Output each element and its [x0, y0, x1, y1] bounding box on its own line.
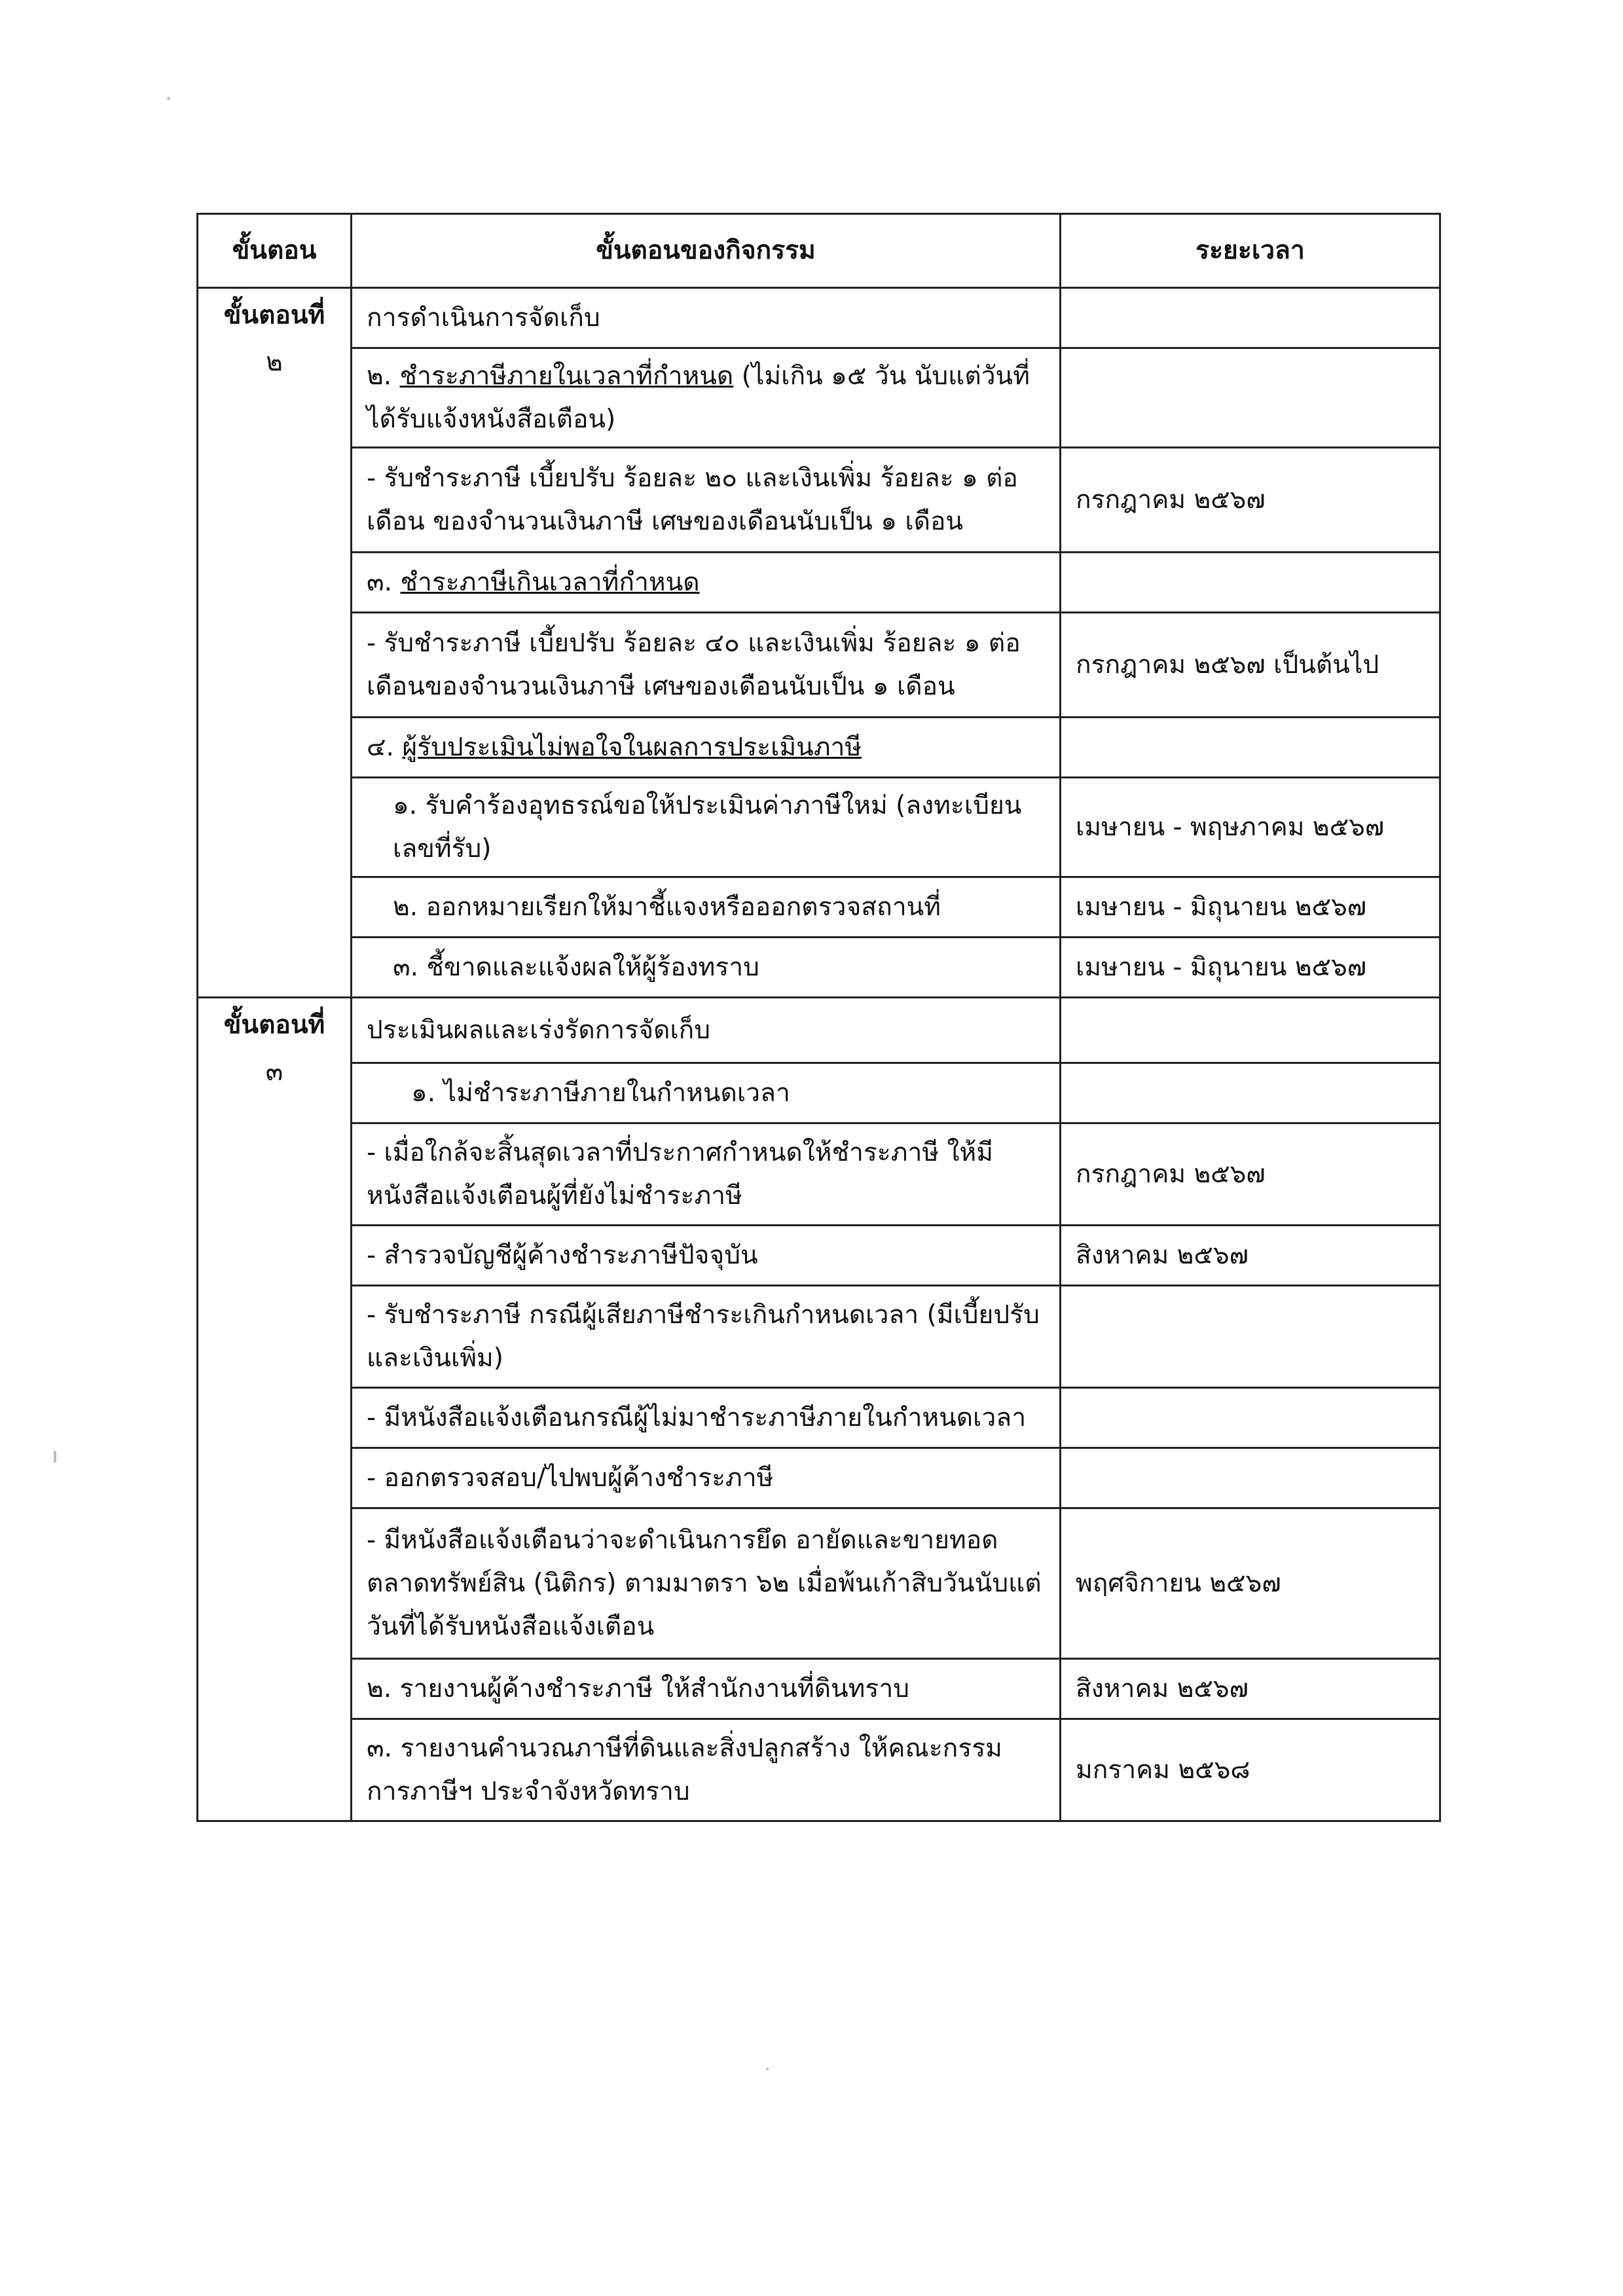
item-number: ๓. [367, 567, 401, 597]
activity-cell: ๒. รายงานผู้ค้างชำระภาษี ให้สำนักงานที่ดินทราบ [352, 1659, 1061, 1719]
activity-cell: - เมื่อใกล้จะสิ้นสุดเวลาที่ประกาศกำหนดให้ชำระภาษี ให้มีหนังสือแจ้งเตือนผู้ที่ยังไม่ชำระภาษี [352, 1123, 1061, 1226]
table-row [198, 1063, 1440, 1123]
item-number: ๔. [367, 732, 403, 762]
stage-2-cell [198, 288, 352, 998]
period-cell: เมษายน - พฤษภาคม ๒๕๖๗ [1061, 778, 1440, 877]
table-row [198, 1508, 1440, 1659]
table-header-row [198, 214, 1440, 288]
table-row [198, 1448, 1440, 1508]
item-heading: ชำระภาษีภายในเวลาที่กำหนด [399, 361, 734, 391]
item-text: (ไม่เกิน ๑๕ วัน นับแต่วันที่ได้รับแจ้งหนังสือเตือน) [367, 361, 1030, 434]
activity-cell: ๑. ไม่ชำระภาษีภายในกำหนดเวลา [352, 1063, 1061, 1123]
scan-speck [167, 97, 170, 100]
table-row [198, 778, 1440, 877]
table-row [198, 288, 1440, 348]
stage-title: การดำเนินการจัดเก็บ [352, 288, 1061, 348]
stage-label: ขั้นตอนที่ [223, 301, 325, 330]
item-heading: ชำระภาษีเกินเวลาที่กำหนด [400, 567, 700, 597]
period-cell: มกราคม ๒๕๖๘ [1061, 1719, 1440, 1821]
table-row [198, 718, 1440, 778]
period-cell: สิงหาคม ๒๕๖๗ [1061, 1659, 1440, 1719]
activity-schedule-table [196, 213, 1441, 1822]
table-row [198, 1719, 1440, 1821]
activity-cell: - ออกตรวจสอบ/ไปพบผู้ค้างชำระภาษี [352, 1448, 1061, 1508]
table-row [198, 613, 1440, 718]
activity-cell: ๓. ชี้ขาดและแจ้งผลให้ผู้ร้องทราบ [352, 938, 1061, 998]
activity-cell: ๓. รายงานคำนวณภาษีที่ดินและสิ่งปลูกสร้าง ให้คณะกรรมการภาษีฯ ประจำจังหวัดทราบ [352, 1719, 1061, 1821]
header-period: ระยะเวลา [1061, 214, 1440, 288]
stage-label: ขั้นตอนที่ [223, 1010, 325, 1040]
header-activity: ขั้นตอนของกิจกรรม [352, 214, 1061, 288]
period-cell [1061, 553, 1440, 613]
table-row [198, 1123, 1440, 1226]
activity-cell [352, 348, 1061, 448]
scan-speck [54, 1451, 56, 1463]
period-cell [1061, 1388, 1440, 1448]
period-cell [1061, 998, 1440, 1063]
table-row [198, 1226, 1440, 1286]
activity-cell: - รับชำระภาษี เบี้ยปรับ ร้อยละ ๔๐ และเงินเพิ่ม ร้อยละ ๑ ต่อเดือนของจำนวนเงินภาษี เศษของเดือนนับเป็น ๑ เดือน [352, 613, 1061, 718]
activity-cell: ๒. ออกหมายเรียกให้มาชี้แจงหรือออกตรวจสถานที่ [352, 877, 1061, 938]
period-cell [1061, 348, 1440, 448]
stage-title: ประเมินผลและเร่งรัดการจัดเก็บ [352, 998, 1061, 1063]
activity-cell: ๑. รับคำร้องอุทธรณ์ขอให้ประเมินค่าภาษีใหม่ (ลงทะเบียนเลขที่รับ) [352, 778, 1061, 877]
item-number: ๒. [367, 361, 400, 391]
period-cell: กรกฎาคม ๒๕๖๗ [1061, 1123, 1440, 1226]
period-cell: กรกฎาคม ๒๕๖๗ เป็นต้นไป [1061, 613, 1440, 718]
period-cell: กรกฎาคม ๒๕๖๗ [1061, 448, 1440, 553]
period-cell [1061, 1063, 1440, 1123]
period-cell [1061, 718, 1440, 778]
activity-cell: - รับชำระภาษี กรณีผู้เสียภาษีชำระเกินกำหนดเวลา (มีเบี้ยปรับและเงินเพิ่ม) [352, 1286, 1061, 1388]
activity-cell: - รับชำระภาษี เบี้ยปรับ ร้อยละ ๒๐ และเงินเพิ่ม ร้อยละ ๑ ต่อเดือน ของจำนวนเงินภาษี เศษของเดือนนับเป็น ๑ เดือน [352, 448, 1061, 553]
table-row [198, 553, 1440, 613]
stage-number: ๒ [266, 348, 283, 377]
activity-cell: - มีหนังสือแจ้งเตือนว่าจะดำเนินการยึด อายัดและขายทอดตลาดทรัพย์สิน (นิติกร) ตามมาตรา ๖๒ เมื่อพ้นเก้าสิบวันนับแต่วันที่ได้รับหนังสือแจ้งเตือน [352, 1508, 1061, 1659]
table-row [198, 877, 1440, 938]
activity-cell [352, 553, 1061, 613]
table-row [198, 1286, 1440, 1388]
activity-cell: - มีหนังสือแจ้งเตือนกรณีผู้ไม่มาชำระภาษีภายในกำหนดเวลา [352, 1388, 1061, 1448]
period-cell [1061, 1286, 1440, 1388]
stage-number: ๓ [265, 1057, 283, 1087]
activity-cell [352, 718, 1061, 778]
item-heading: ผู้รับประเมินไม่พอใจในผลการประเมินภาษี [402, 732, 862, 762]
period-cell: เมษายน - มิถุนายน ๒๕๖๗ [1061, 938, 1440, 998]
table-row [198, 348, 1440, 448]
table-row [198, 448, 1440, 553]
table-row [198, 1659, 1440, 1719]
table-row [198, 938, 1440, 998]
scan-speck [766, 2068, 769, 2070]
table-row [198, 998, 1440, 1063]
table-row [198, 1388, 1440, 1448]
period-cell: พฤศจิกายน ๒๕๖๗ [1061, 1508, 1440, 1659]
period-cell: เมษายน - มิถุนายน ๒๕๖๗ [1061, 877, 1440, 938]
header-step: ขั้นตอน [198, 214, 352, 288]
activity-cell: - สำรวจบัญชีผู้ค้างชำระภาษีปัจจุบัน [352, 1226, 1061, 1286]
period-cell [1061, 1448, 1440, 1508]
stage-3-cell [198, 998, 352, 1821]
period-cell [1061, 288, 1440, 348]
period-cell: สิงหาคม ๒๕๖๗ [1061, 1226, 1440, 1286]
